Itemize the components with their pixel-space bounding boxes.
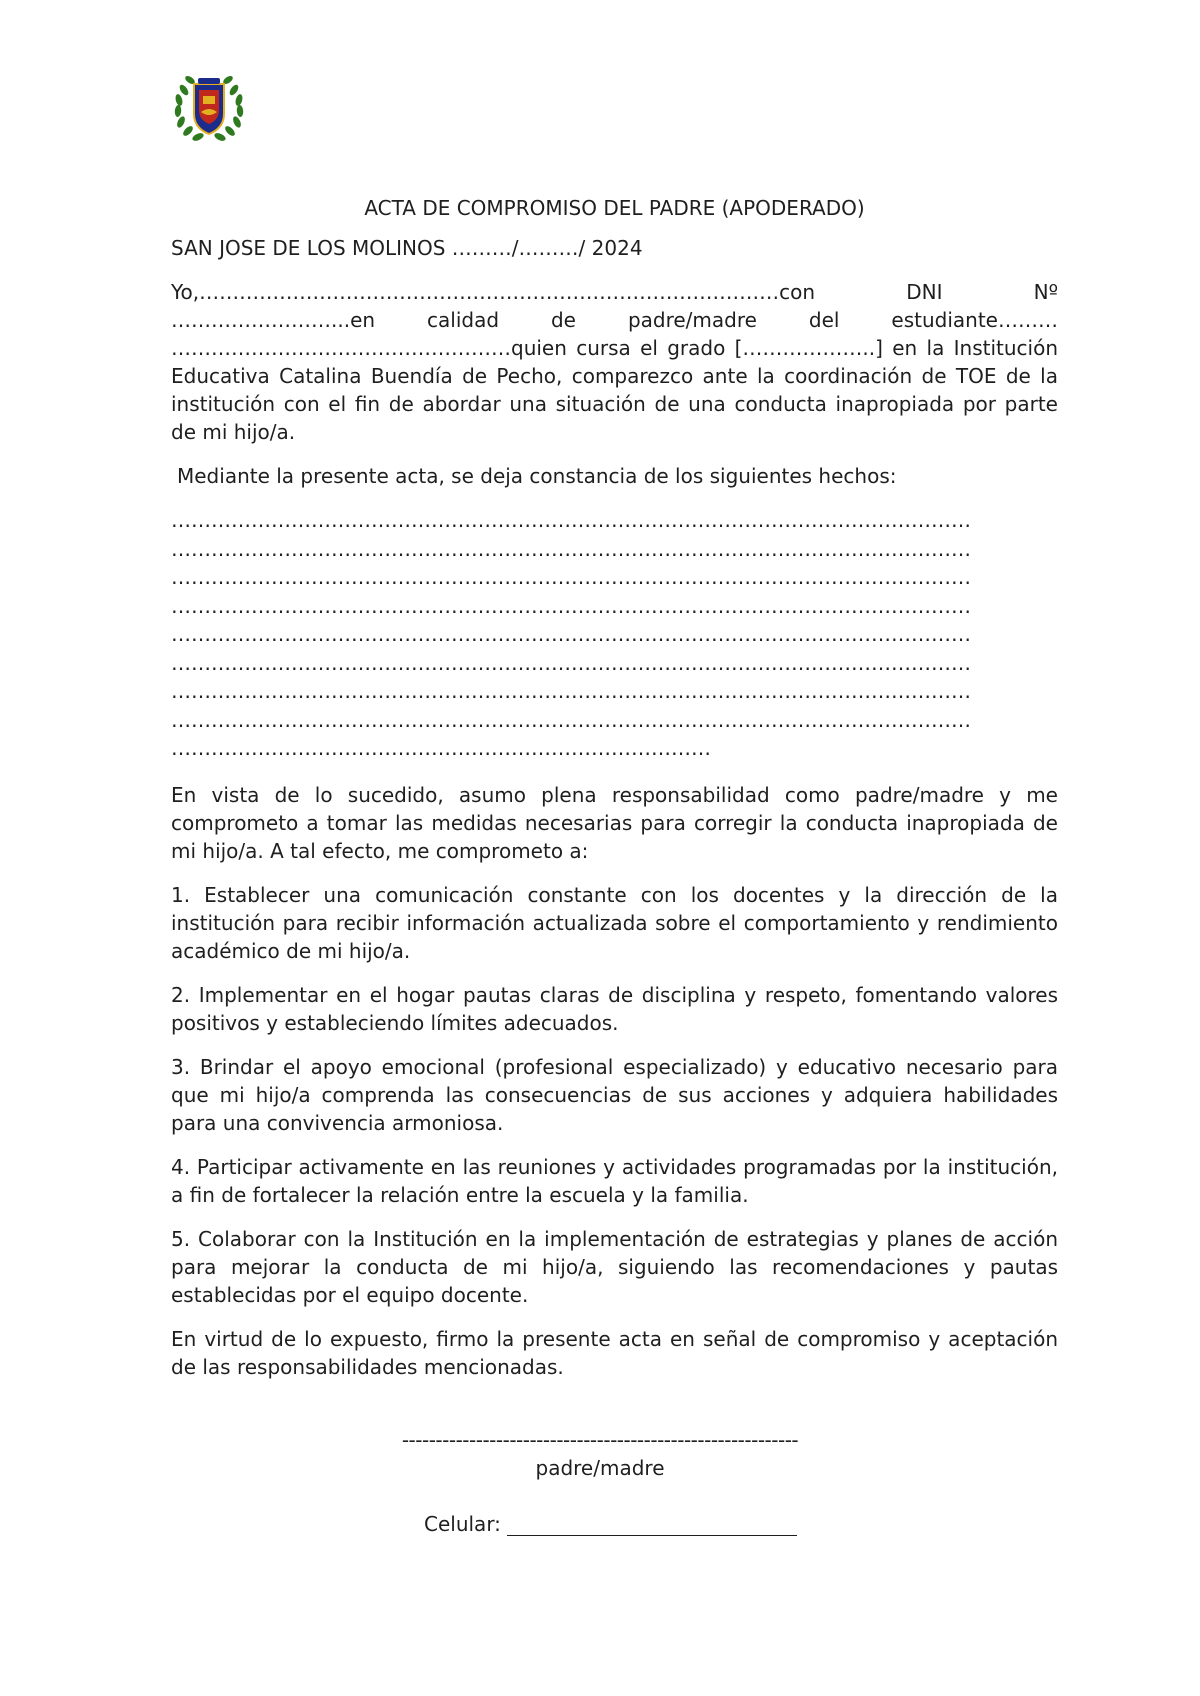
document-title: ACTA DE COMPROMISO DEL PADRE (APODERADO) (364, 196, 865, 220)
facts-intro: Mediante la presente acta, se deja constancia de los siguientes hechos: (177, 464, 897, 488)
facts-dotted-lines (171, 506, 1058, 763)
commitment-intro: En vista de lo sucedido, asumo plena responsabilidad como padre/madre y me comprometo a tomar las medidas necesarias para corregir la conducta inapropiada de mi hijo/a. A tal efecto, me comprometo a: (171, 782, 1058, 863)
dotted-line: ………………………………………………………………………………………………………… (171, 565, 971, 589)
signature-label: padre/madre (535, 1456, 665, 1480)
dotted-line: ………………………………………………………………………………………………………… (171, 707, 971, 732)
intro-line-1: Yo,……………………………………………………………………………con DNI Nº (171, 280, 1058, 304)
commitment-item: 3. Brindar el apoyo emocional (profesional especializado) y educativo necesario para que mi hijo/a comprenda las consecuencias de sus acciones y adquiera habilidades para una convivencia armoniosa. (171, 1054, 1058, 1135)
commitment-item: 4. Participar activamente en las reuniones y actividades programadas por la institución, a fin de fortalecer la relación entre la escuela y la familia. (171, 1154, 1058, 1207)
dotted-line: ………………………………………………………………………………………………………… (171, 508, 971, 532)
phone-field (424, 1512, 797, 1536)
intro-line-2: ……………………...en calidad de padre/madre del estudiante……… (171, 308, 1058, 332)
intro-rest: ……………………………………………quien cursa el grado [………………..] en la Institución Educativa Catalina Buendía de Pecho, comparezco ante la coordinación de TOE de la institución con el fin de abordar una situación de una conducta inapropiada por parte de mi hijo/a. (171, 336, 1058, 444)
school-crest-icon (172, 70, 246, 144)
dotted-line: ………………………………………………………………………………………………………… (171, 679, 971, 703)
dotted-line: ………………………………………………………………………………………………………… (171, 536, 971, 561)
phone-label: Celular: (424, 1512, 501, 1536)
commitment-item: 1. Establecer una comunicación constante con los docentes y la dirección de la institución para recibir información actualizada sobre el comportamiento y rendimiento académico de mi hijo/a. (171, 882, 1058, 963)
document-body (171, 196, 1058, 1397)
place-date: SAN JOSE DE LOS MOLINOS ………/………/ 2024 (171, 236, 643, 260)
dotted-line: ………………………………………………………………………………………………………… (171, 593, 971, 618)
closing-paragraph: En virtud de lo expuesto, firmo la presente acta en señal de compromiso y aceptación de las responsabilidades mencionadas. (171, 1326, 1058, 1379)
dotted-line: ………………………………………………………………………………………………………… (171, 622, 971, 646)
commitment-item: 5. Colaborar con la Institución en la implementación de estrategias y planes de acción para mejorar la conducta de mi hijo/a, siguiendo las recomendaciones y pautas establecidas por el equipo docente. (171, 1226, 1058, 1307)
dotted-line: ………………………………………………………………………………………………………… (171, 650, 971, 675)
commitment-item: 2. Implementar en el hogar pautas claras de disciplina y respeto, fomentando valores positivos y estableciendo límites adecuados. (171, 982, 1058, 1035)
phone-blank-line (507, 1513, 797, 1536)
intro-paragraph (171, 278, 1058, 446)
signature-line: ----------------------------------------------------------- (401, 1428, 799, 1452)
dotted-line: ……………………………………………………………………… (171, 736, 711, 760)
